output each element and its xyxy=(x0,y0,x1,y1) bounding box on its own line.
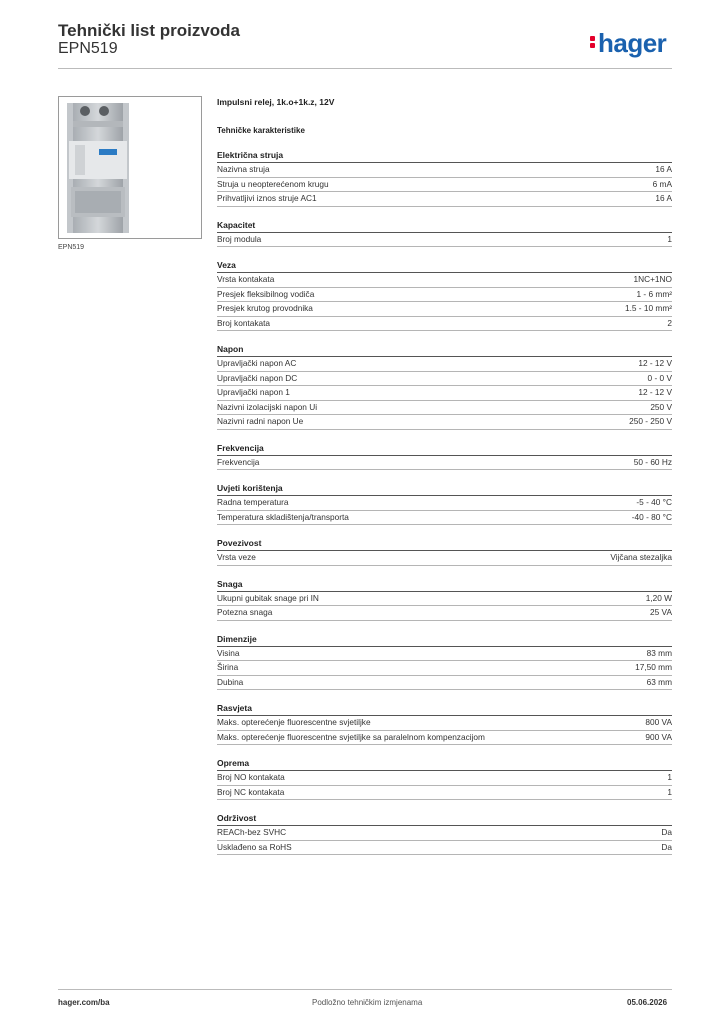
section-title: Električna struja xyxy=(217,149,672,163)
spec-label: Vrsta veze xyxy=(217,552,256,562)
spec-label: Vrsta kontakata xyxy=(217,274,275,284)
section-title: Napon xyxy=(217,343,672,357)
section-title: Održivost xyxy=(217,812,672,826)
spec-label: Broj kontakata xyxy=(217,317,271,328)
spec-row xyxy=(217,178,672,193)
spec-row xyxy=(217,456,672,471)
spec-value: 250 V xyxy=(650,401,672,412)
spec-row xyxy=(217,647,672,662)
spec-row xyxy=(217,661,672,676)
spec-row xyxy=(217,302,672,317)
spec-value: 1 xyxy=(667,772,672,782)
product-image xyxy=(58,96,202,239)
spec-value: 12 - 12 V xyxy=(638,358,672,368)
spec-value: 6 mA xyxy=(652,178,672,189)
spec-row xyxy=(217,233,672,248)
section-title: Rasvjeta xyxy=(217,702,672,716)
spec-value: 1 - 6 mm² xyxy=(636,288,672,299)
spec-label: Maks. opterećenje fluorescentne svjetiljke xyxy=(217,717,371,727)
spec-row xyxy=(217,163,672,178)
spec-row xyxy=(217,606,672,621)
section-title: Povezivost xyxy=(217,537,672,551)
section-title: Uvjeti korištenja xyxy=(217,482,672,496)
spec-row xyxy=(217,288,672,303)
spec-row xyxy=(217,372,672,387)
spec-label: Maks. opterećenje fluorescentne svjetiljke sa paralelnom kompenzacijom xyxy=(217,731,485,742)
spec-section xyxy=(217,812,672,855)
spec-section xyxy=(217,343,672,430)
footer-divider xyxy=(58,989,672,990)
spec-section xyxy=(217,149,672,207)
spec-row xyxy=(217,273,672,288)
spec-value: Da xyxy=(661,827,672,837)
product-code: EPN519 xyxy=(58,40,118,57)
spec-section xyxy=(217,702,672,745)
spec-section xyxy=(217,537,672,566)
spec-row xyxy=(217,716,672,731)
spec-section xyxy=(217,442,672,471)
spec-row xyxy=(217,731,672,746)
spec-label: Nazivni izolacijski napon Ui xyxy=(217,401,318,412)
document-title: Tehnički list proizvoda xyxy=(58,21,240,40)
spec-value: 12 - 12 V xyxy=(638,387,672,397)
spec-label: Usklađeno sa RoHS xyxy=(217,841,292,852)
spec-value: 17,50 mm xyxy=(635,662,672,672)
spec-label: Visina xyxy=(217,647,240,658)
spec-row xyxy=(217,415,672,430)
spec-value: 63 mm xyxy=(646,676,672,687)
spec-row xyxy=(217,592,672,607)
spec-row xyxy=(217,401,672,416)
spec-value: -5 - 40 °C xyxy=(636,497,672,507)
spec-section xyxy=(217,219,672,248)
spec-section xyxy=(217,757,672,800)
spec-label: REACh-bez SVHC xyxy=(217,827,287,837)
spec-value: 1 xyxy=(667,233,672,244)
section-title: Kapacitet xyxy=(217,219,672,233)
spec-section xyxy=(217,259,672,331)
spec-label: Nazivna struja xyxy=(217,164,270,174)
spec-section xyxy=(217,633,672,691)
spec-row xyxy=(217,841,672,856)
spec-row xyxy=(217,386,672,401)
spec-label: Širina xyxy=(217,662,239,672)
spec-label: Struja u neopterećenom krugu xyxy=(217,178,329,189)
spec-value: 1NC+1NO xyxy=(633,274,672,284)
spec-label: Upravljački napon AC xyxy=(217,358,297,368)
spec-value: 800 VA xyxy=(645,717,672,727)
spec-section xyxy=(217,482,672,525)
spec-value: 2 xyxy=(667,317,672,328)
spec-label: Dubina xyxy=(217,676,244,687)
spec-label: Upravljački napon 1 xyxy=(217,387,290,397)
section-title: Oprema xyxy=(217,757,672,771)
footer-notice: Podložno tehničkim izmjenama xyxy=(312,998,423,1007)
relay-device-icon xyxy=(59,97,201,238)
hager-logo[interactable] xyxy=(590,28,666,59)
section-title: Snaga xyxy=(217,578,672,592)
spec-label: Nazivni radni napon Ue xyxy=(217,416,304,426)
spec-value: 1 xyxy=(667,786,672,797)
spec-value: 50 - 60 Hz xyxy=(633,456,672,467)
spec-section xyxy=(217,578,672,621)
spec-value: 900 VA xyxy=(645,731,672,742)
spec-row xyxy=(217,826,672,841)
section-title: Dimenzije xyxy=(217,633,672,647)
spec-label: Temperatura skladištenja/transporta xyxy=(217,511,349,522)
section-title: Veza xyxy=(217,259,672,273)
spec-label: Presjek fleksibilnog vodiča xyxy=(217,288,315,299)
spec-sections xyxy=(217,149,672,855)
spec-row xyxy=(217,357,672,372)
spec-label: Ukupni gubitak snage pri IN xyxy=(217,592,319,603)
spec-label: Presjek krutog provodnika xyxy=(217,303,313,313)
footer-website[interactable]: hager.com/ba xyxy=(58,998,110,1007)
spec-row xyxy=(217,786,672,801)
spec-value: Da xyxy=(661,841,672,852)
logo-text: hager xyxy=(598,28,667,58)
logo-dots-icon xyxy=(590,34,596,50)
spec-row xyxy=(217,192,672,207)
spec-value: Vijčana stezaljka xyxy=(610,552,672,562)
spec-label: Broj NC kontakata xyxy=(217,786,285,797)
spec-row xyxy=(217,317,672,332)
product-name: Impulsni relej, 1k.o+1k.z, 12V xyxy=(217,97,335,107)
spec-row xyxy=(217,771,672,786)
spec-label: Potezna snaga xyxy=(217,607,273,617)
product-image-caption: EPN519 xyxy=(58,244,85,251)
spec-value: 0 - 0 V xyxy=(647,372,672,383)
spec-value: 16 A xyxy=(655,164,672,174)
spec-value: 16 A xyxy=(655,193,672,203)
spec-label: Radna temperatura xyxy=(217,497,289,507)
footer-date: 05.06.2026 xyxy=(627,998,668,1007)
header-divider xyxy=(58,68,672,69)
spec-row xyxy=(217,511,672,526)
spec-value: -40 - 80 °C xyxy=(631,511,672,522)
spec-label: Broj modula xyxy=(217,233,262,244)
spec-value: 25 VA xyxy=(650,607,672,617)
spec-label: Broj NO kontakata xyxy=(217,772,285,782)
spec-label: Prihvatljivi iznos struje AC1 xyxy=(217,193,317,203)
spec-label: Frekvencija xyxy=(217,456,260,467)
spec-row xyxy=(217,676,672,691)
spec-value: 1,20 W xyxy=(645,592,672,603)
spec-label: Upravljački napon DC xyxy=(217,372,298,383)
section-title: Frekvencija xyxy=(217,442,672,456)
spec-row xyxy=(217,551,672,566)
spec-value: 250 - 250 V xyxy=(629,416,672,426)
spec-value: 1.5 - 10 mm² xyxy=(624,303,672,313)
spec-value: 83 mm xyxy=(646,647,672,658)
spec-content xyxy=(217,95,672,855)
spec-heading: Tehničke karakteristike xyxy=(217,126,305,135)
spec-row xyxy=(217,496,672,511)
